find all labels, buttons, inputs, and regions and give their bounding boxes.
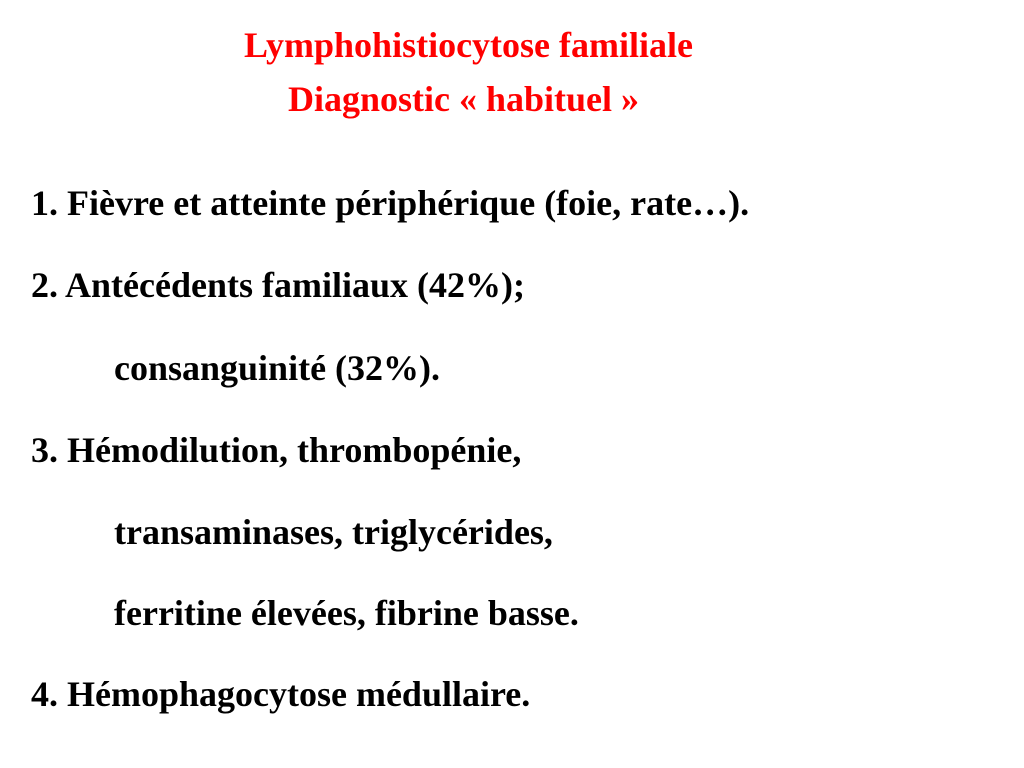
item-3-hemodilution: 3. Hémodilution, thrombopénie, (31, 430, 522, 470)
item-2-consanguinity: consanguinité (32%). (114, 348, 441, 388)
item-1-fever: 1. Fièvre et atteinte périphérique (foie, rate…). (31, 183, 750, 223)
slide-subtitle: Diagnostic « habituel » (288, 79, 640, 119)
item-3-ferritin: ferritine élevées, fibrine basse. (114, 593, 579, 633)
slide-title: Lymphohistiocytose familiale (244, 25, 693, 65)
item-2-family-history: 2. Antécédents familiaux (42%); (31, 265, 525, 305)
item-3-transaminases: transaminases, triglycérides, (114, 512, 553, 552)
item-4-hemophagocytosis: 4. Hémophagocytose médullaire. (31, 674, 531, 714)
